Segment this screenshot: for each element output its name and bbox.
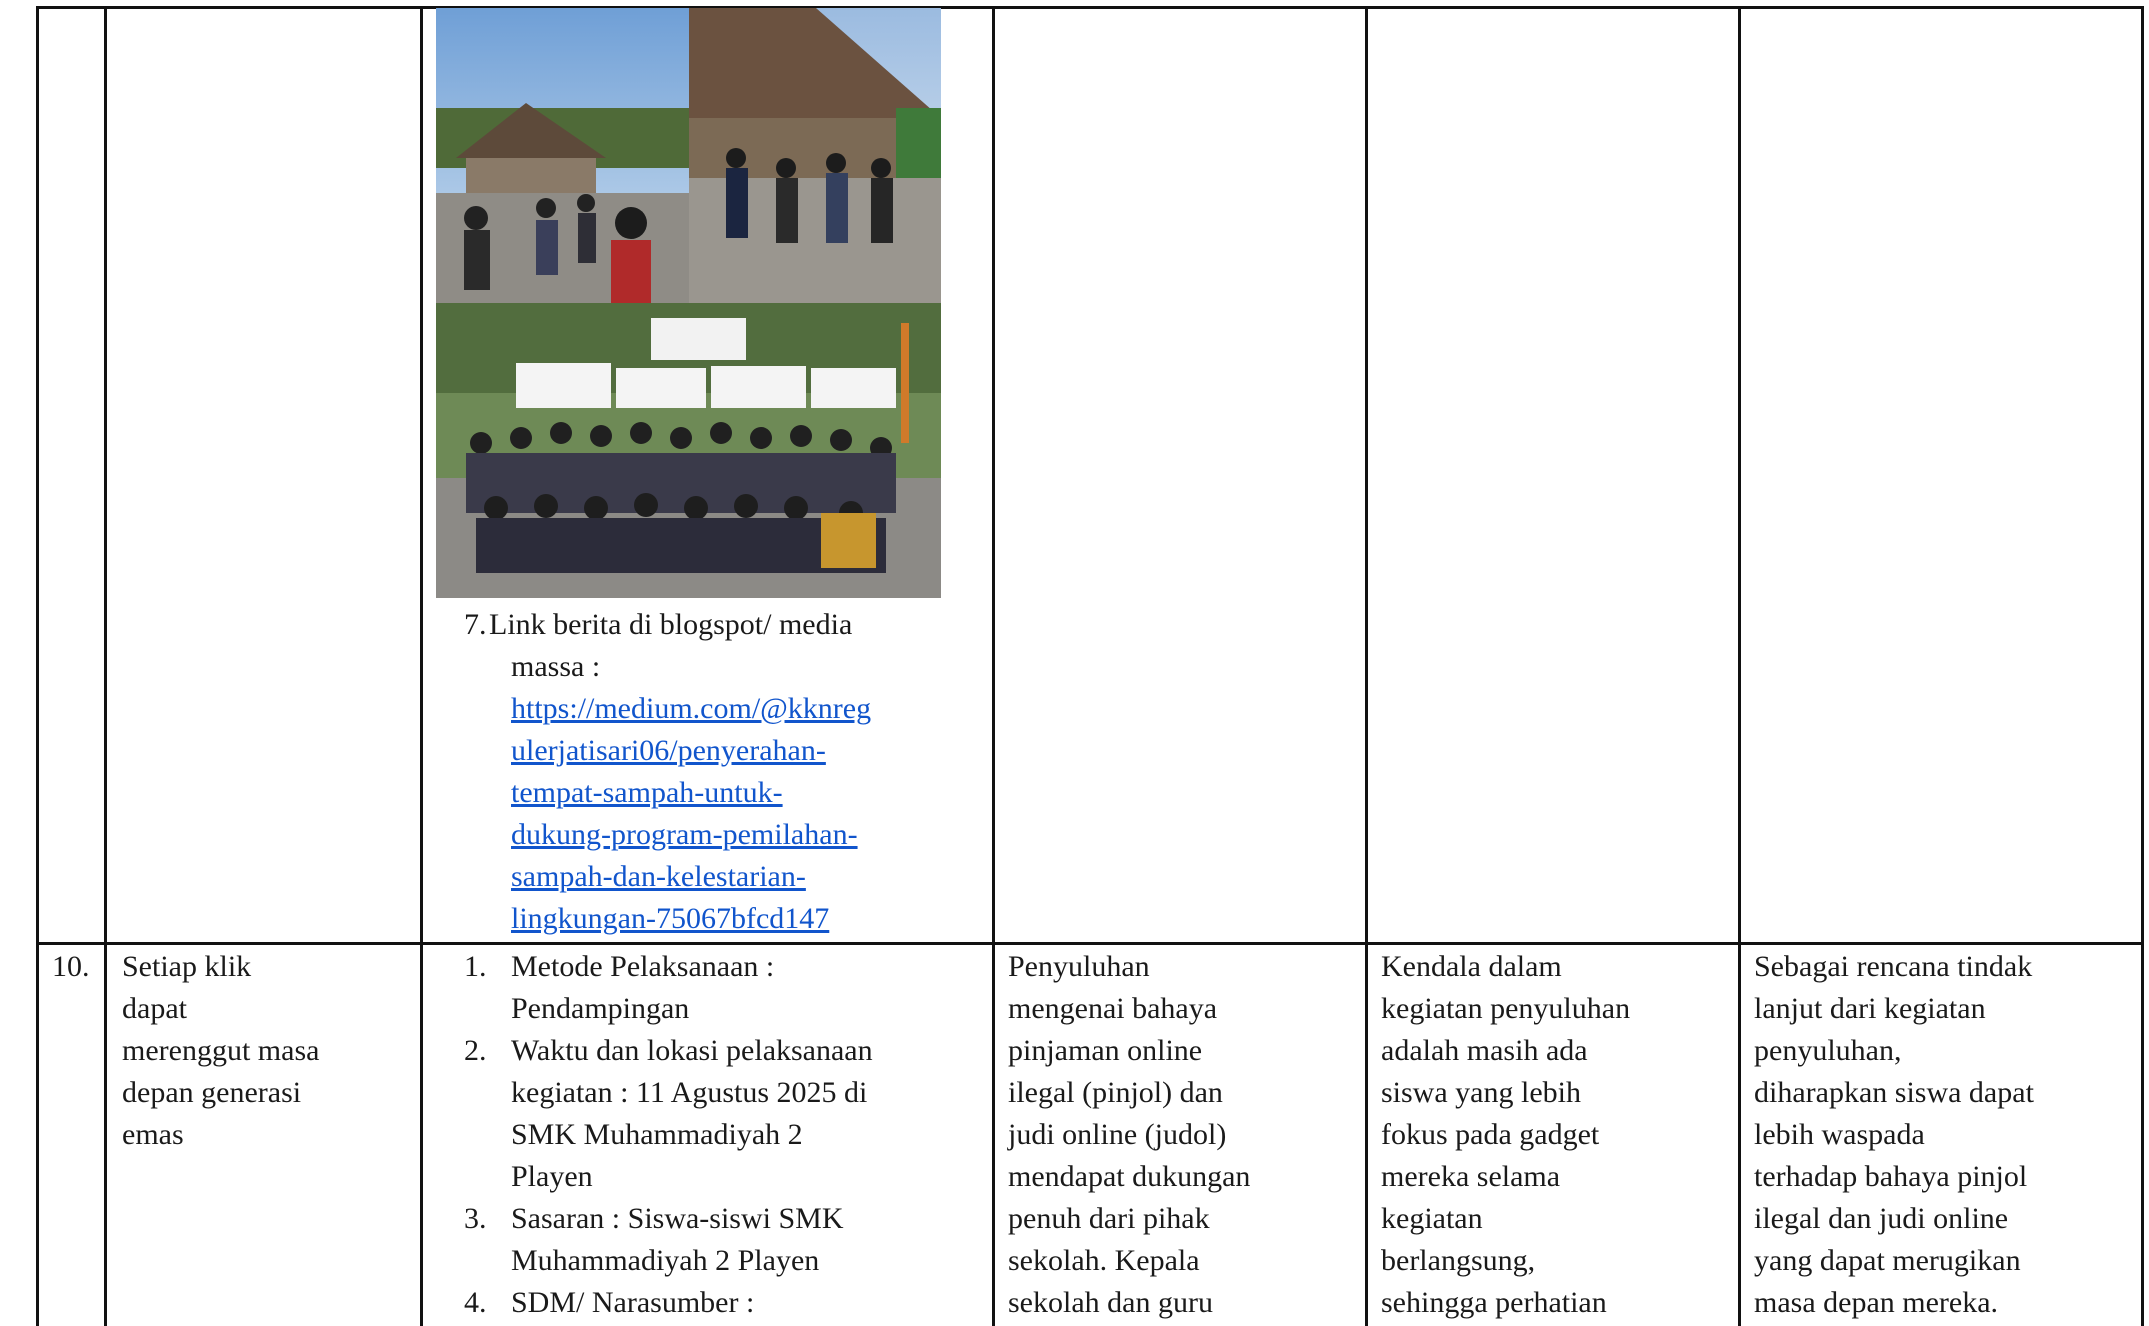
column-border <box>1738 8 1741 1326</box>
title-line: dapat <box>122 992 187 1025</box>
followup-line: ilegal dan judi online <box>1754 1202 2009 1235</box>
step-item <box>436 1198 986 1282</box>
news-link-line: sampah-dan-kelestarian- <box>511 860 806 893</box>
obstacle-line: sehingga perhatian <box>1381 1286 1607 1319</box>
activity-photo-collage <box>436 8 941 598</box>
result-line: mendapat dukungan <box>1008 1160 1251 1193</box>
photo-students-outdoor-left <box>436 8 689 303</box>
title-line: emas <box>122 1118 184 1151</box>
step-item <box>436 1030 986 1198</box>
step-line: Waktu dan lokasi pelaksanaan <box>511 1034 873 1067</box>
column-border <box>2141 8 2144 1326</box>
table-top-border <box>36 6 2144 9</box>
obstacle-line: adalah masih ada <box>1381 1034 1588 1067</box>
activity-results <box>1008 946 1358 1324</box>
result-line: ilegal (pinjol) dan <box>1008 1076 1223 1109</box>
obstacle-line: kegiatan <box>1381 1202 1483 1235</box>
result-line: penuh dari pihak <box>1008 1202 1210 1235</box>
photo-students-outdoor-right <box>689 8 941 303</box>
news-link-line: https://medium.com/@kknreg <box>511 692 872 725</box>
news-article-link[interactable] <box>511 688 976 940</box>
news-link-line: dukung-program-pemilahan- <box>511 818 858 851</box>
item-7-news-link <box>436 604 976 940</box>
title-line: merenggut masa <box>122 1034 320 1067</box>
follow-up-plan <box>1754 946 2134 1324</box>
item-7-label-line: Link berita di blogspot/ media <box>489 608 853 641</box>
row-separator <box>36 942 2144 945</box>
item-7-label-line: massa : <box>511 650 601 683</box>
followup-line: terhadap bahaya pinjol <box>1754 1160 2028 1193</box>
followup-line: yang dapat merugikan <box>1754 1244 2021 1277</box>
result-line: pinjaman online <box>1008 1034 1203 1067</box>
title-line: depan generasi <box>122 1076 302 1109</box>
step-number: 2. <box>464 1034 487 1067</box>
step-item <box>436 1282 986 1324</box>
step-line: kegiatan : 11 Agustus 2025 di <box>511 1076 868 1109</box>
followup-line: diharapkan siswa dapat <box>1754 1076 2034 1109</box>
followup-line: lanjut dari kegiatan <box>1754 992 1986 1025</box>
step-number: 3. <box>464 1202 487 1235</box>
column-border <box>1365 8 1368 1326</box>
obstacle-line: kegiatan penyuluhan <box>1381 992 1631 1025</box>
result-line: sekolah. Kepala <box>1008 1244 1200 1277</box>
column-border <box>992 8 995 1326</box>
result-line: sekolah dan guru <box>1008 1286 1213 1319</box>
step-line: Playen <box>511 1160 593 1193</box>
row-number: 10. <box>52 950 90 983</box>
obstacle-line: siswa yang lebih <box>1381 1076 1581 1109</box>
photo-group-banners <box>436 303 941 598</box>
step-line: SMK Muhammadiyah 2 <box>511 1118 803 1151</box>
step-line: Muhammadiyah 2 Playen <box>511 1244 820 1277</box>
implementation-steps <box>436 946 986 1324</box>
followup-line: penyuluhan, <box>1754 1034 1902 1067</box>
followup-line: lebih waspada <box>1754 1118 1925 1151</box>
obstacle-line: fokus pada gadget <box>1381 1118 1600 1151</box>
activity-photos <box>436 8 941 598</box>
followup-line: Sebagai rencana tindak <box>1754 950 2033 983</box>
news-link-line: lingkungan-75067bfcd147 <box>511 902 830 935</box>
step-line: SDM/ Narasumber : <box>511 1286 755 1319</box>
result-line: judi online (judol) <box>1008 1118 1227 1151</box>
step-number: 4. <box>464 1286 487 1319</box>
item-number: 7. <box>464 608 487 641</box>
column-border <box>420 8 423 1326</box>
step-line: Metode Pelaksanaan : <box>511 950 775 983</box>
obstacle-line: Kendala dalam <box>1381 950 1562 983</box>
step-line: Sasaran : Siswa-siswi SMK <box>511 1202 844 1235</box>
news-link-line: ulerjatisari06/penyerahan- <box>511 734 826 767</box>
result-line: Penyuluhan <box>1008 950 1150 983</box>
activity-title <box>122 946 412 1156</box>
column-border <box>104 8 107 1326</box>
result-line: mengenai bahaya <box>1008 992 1218 1025</box>
obstacle-line: mereka selama <box>1381 1160 1561 1193</box>
obstacle-line: berlangsung, <box>1381 1244 1536 1277</box>
step-line: Pendampingan <box>511 992 690 1025</box>
followup-line: masa depan mereka. <box>1754 1286 1999 1319</box>
step-number: 1. <box>464 950 487 983</box>
column-border <box>36 8 39 1326</box>
activity-obstacles <box>1381 946 1731 1324</box>
step-item <box>436 946 986 1030</box>
title-line: Setiap klik <box>122 950 252 983</box>
news-link-line: tempat-sampah-untuk- <box>511 776 783 809</box>
